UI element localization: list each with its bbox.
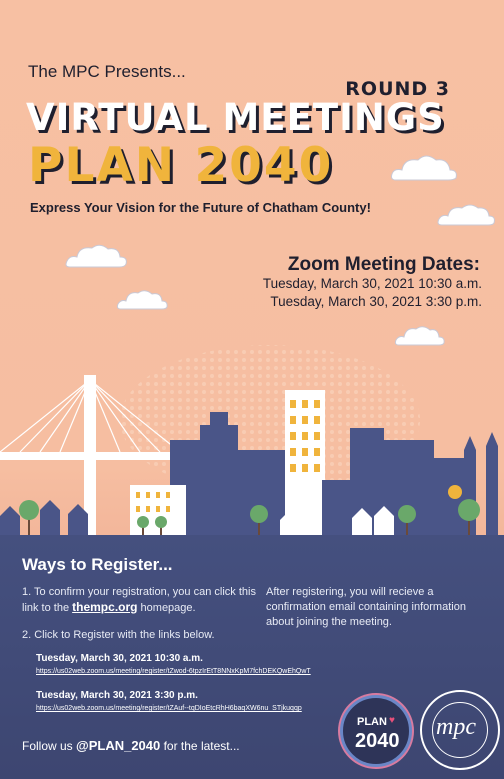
registration-section [0,535,504,779]
link-date-1: Tuesday, March 30, 2021 10:30 a.m. [36,653,203,664]
plan-logo-line1: PLAN [357,716,387,728]
follow-handle[interactable]: @PLAN_2040 [76,738,161,753]
zoom-date-2: Tuesday, March 30, 2021 3:30 p.m. [270,294,482,309]
step-1-prefix: 1. To confirm your registration, you can click this link to the [22,586,256,614]
step-2-text: 2. Click to Register with the links below. [22,629,215,641]
thempc-link[interactable]: thempc.org [72,600,138,614]
mpc-seal-logo [420,690,500,770]
step-1-suffix: homepage. [137,602,196,614]
round-label: ROUND 3 [345,78,450,100]
presents-text: The MPC Presents... [28,62,186,81]
cloud-icon [116,286,170,312]
register-link-1[interactable]: https://us02web.zoom.us/meeting/register/tZwod-6tpzIrEtT8NNxKpM7fchDEKQwEhQwT [36,668,311,675]
tagline: Express Your Vision for the Future of Chatham County! [30,200,371,215]
city-skyline-illustration [0,340,504,540]
register-link-2[interactable]: https://us02web.zoom.us/meeting/register/tZAuf--tqDIoEtcRhH6baqXW6nu_STjkuqqp [36,705,302,712]
heart-icon: ♥ [389,715,395,726]
link-date-2: Tuesday, March 30, 2021 3:30 p.m. [36,690,198,701]
virtual-meetings-title: VIRTUAL MEETINGS [26,96,445,139]
ways-to-register-title: Ways to Register... [22,555,173,574]
cloud-icon [64,240,130,270]
plan-2040-title: PLAN 2040 [28,138,334,193]
follow-suffix: for the latest... [160,739,240,753]
zoom-meeting-dates-title: Zoom Meeting Dates: [287,254,480,275]
cloud-icon [436,200,498,228]
follow-us-text [22,738,240,753]
zoom-date-1: Tuesday, March 30, 2021 10:30 a.m. [262,276,482,291]
plan-logo-line2: 2040 [355,730,400,752]
after-registering-text: After registering, you will recieve a confirmation email containing information about joining the meeting. [266,586,466,628]
mpc-logo-text: mpc [436,714,476,740]
step-1-text [22,585,257,616]
plan-2040-logo [340,695,412,767]
follow-prefix: Follow us [22,739,77,753]
cloud-icon [388,150,460,184]
